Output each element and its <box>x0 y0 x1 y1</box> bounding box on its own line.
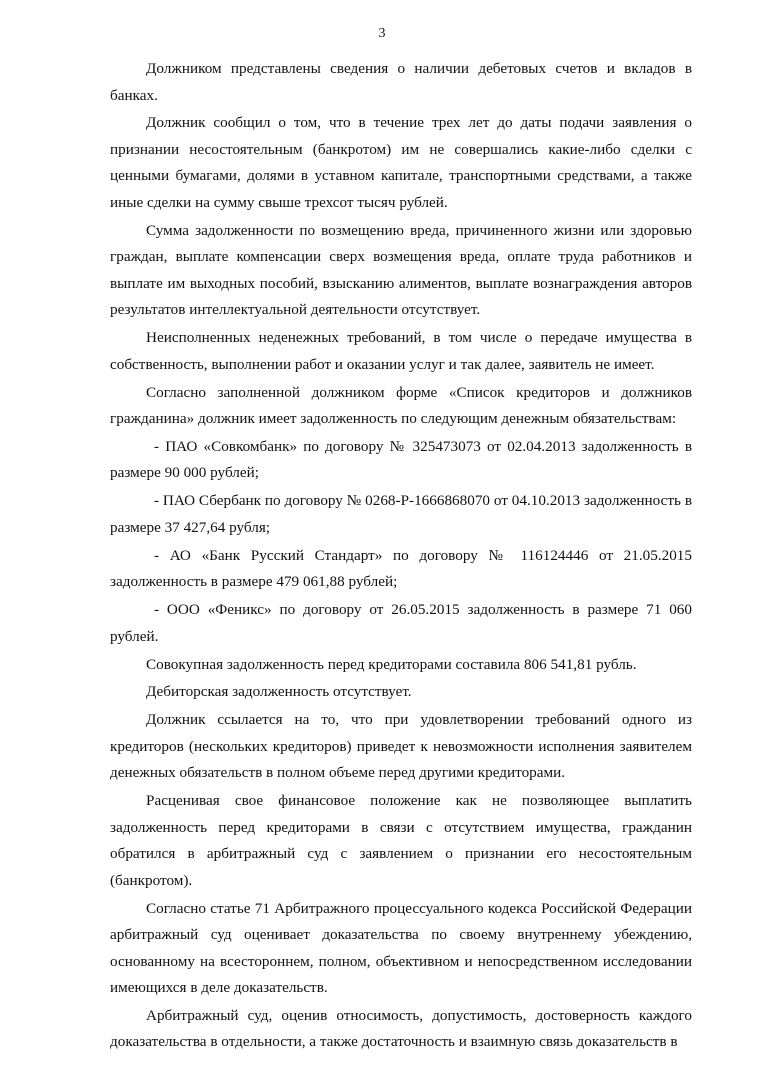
paragraph-no-harm-debts: Сумма задолженности по возмещению вреда, причиненного жизни или здоровью граждан, выплате компенсации сверх возмещения вреда, оплате труда работников и выплате им выходных пособий, взысканию алиментов, выплате вознаграждения авторов результатов интеллектуальной деятельности отсутствует. <box>110 221 692 319</box>
paragraph-no-receivables: Дебиторская задолженность отсутствует. <box>146 683 412 701</box>
list-item-creditor-sberbank: - ПАО Сбербанк по договору № 0268-Р-1666868070 от 04.10.2013 задолженность в размере 37 427,64 рубля; <box>110 492 692 536</box>
paragraph-debit-accounts: Должником представлены сведения о наличии дебетовых счетов и вкладов в банках. <box>110 60 692 104</box>
document-body <box>110 56 692 1057</box>
list-item-creditor-phoenix: - ООО «Феникс» по договору от 26.05.2015 задолженность в размере 71 060 рублей. <box>110 601 692 645</box>
paragraph-court-assessment: Арбитражный суд, оценив относимость, допустимость, достоверность каждого доказательства в отдельности, а также достаточность и взаимную связь доказательств в <box>110 1006 692 1051</box>
paragraph-debtor-argument: Должник ссылается на то, что при удовлетворении требований одного из кредиторов (нескольких кредиторов) приведет к невозможности исполнения заявителем денежных обязательств в полном объеме перед другими кредиторами. <box>110 711 692 782</box>
paragraph-article-71: Согласно статье 71 Арбитражного процессуального кодекса Российской Федерации арбитражный суд оценивает доказательства по своему внутреннему убеждению, основанному на всестороннем, полном, объективном и непосредственном исследовании имеющихся в деле доказательств. <box>110 899 692 997</box>
list-item-creditor-sovcombank: - ПАО «Совкомбанк» по договору № 325473073 от 02.04.2013 задолженность в размере 90 000 рублей; <box>110 437 692 482</box>
list-item-creditor-russian-standard: - АО «Банк Русский Стандарт» по договору № 116124446 от 21.05.2015 задолженность в размере 479 061,88 рублей; <box>110 546 692 591</box>
paragraph-total-debt: Совокупная задолженность перед кредиторами составила 806 541,81 рубль. <box>146 655 637 673</box>
paragraph-creditors-list-intro: Согласно заполненной должником форме «Список кредиторов и должников гражданина» должник имеет задолженность по следующим денежным обязательствам: <box>110 383 692 428</box>
paragraph-no-nonmonetary-claims: Неисполненных неденежных требований, в том числе о передаче имущества в собственность, выполнении работ и оказании услуг и так далее, заявитель не имеет. <box>110 329 692 373</box>
paragraph-no-transactions: Должник сообщил о том, что в течение трех лет до даты подачи заявления о признании несостоятельным (банкротом) им не совершались какие-либо сделки с ценными бумагами, долями в уставном капитале, транспортными средствами, а также иные сделки на сумму свыше трехсот тысяч рублей. <box>110 114 692 211</box>
page-number: 3 <box>378 26 386 41</box>
paragraph-financial-position: Расценивая свое финансовое положение как не позволяющее выплатить задолженность перед кредиторами в связи с отсутствием имущества, гражданин обратился в арбитражный суд с заявлением о признании его несостоятельным (банкротом). <box>110 792 692 889</box>
